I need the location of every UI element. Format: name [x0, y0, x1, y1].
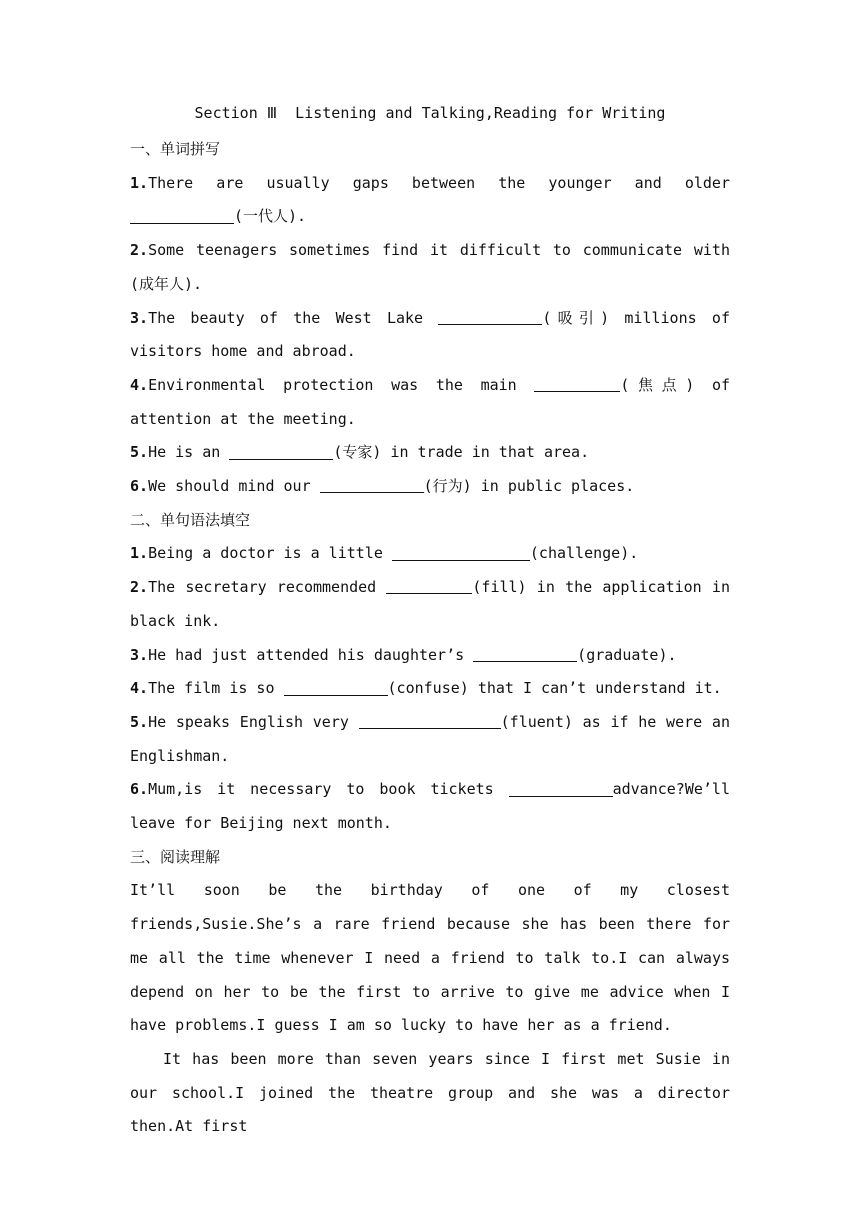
worksheet-content: [130, 133, 730, 1144]
item-text: He had just attended his daughter’s: [148, 645, 474, 664]
item-text: (专家) in trade in that area.: [333, 443, 590, 462]
item-text: advance?We’ll leave for Beijing next month.: [130, 780, 730, 833]
item-number: 2.: [130, 241, 149, 260]
answer-blank[interactable]: [229, 443, 333, 460]
answer-blank[interactable]: [359, 712, 501, 729]
item-number: 6.: [130, 780, 149, 799]
answer-blank[interactable]: [473, 645, 577, 662]
answer-blank[interactable]: [284, 679, 388, 696]
section-heading-spelling: 一、单词拼写: [130, 140, 221, 158]
list-item: [130, 773, 730, 840]
list-item: [130, 234, 730, 301]
item-text: The film is so: [148, 679, 284, 698]
item-number: 4.: [130, 375, 149, 394]
answer-blank[interactable]: [386, 578, 472, 595]
item-text: There are usually gaps between the younger and older: [148, 173, 730, 192]
item-text: (confuse) that I can’t understand it.: [387, 679, 722, 698]
answer-blank[interactable]: [509, 780, 613, 797]
item-number: 4.: [130, 679, 149, 698]
item-text: (行为) in public places.: [423, 477, 635, 496]
list-item: [130, 571, 730, 638]
list-item: [130, 639, 730, 673]
item-number: 6.: [130, 477, 149, 496]
item-text: (一代人).: [234, 207, 307, 226]
list-item: [130, 167, 730, 234]
list-item: [130, 302, 730, 369]
answer-blank[interactable]: [392, 544, 530, 561]
item-text: (fill) in the application in black ink.: [130, 578, 730, 630]
item-text: He speaks English very: [148, 712, 359, 731]
list-item: [130, 706, 730, 773]
list-item: [130, 436, 730, 470]
item-text: (challenge).: [529, 544, 639, 563]
section-heading-grammar: 二、单句语法填空: [130, 510, 251, 529]
answer-blank[interactable]: [130, 207, 234, 224]
item-number: 2.: [130, 578, 149, 597]
item-text: Mum,is it necessary to book tickets: [148, 780, 509, 799]
item-number: 1.: [130, 173, 149, 192]
section-heading-reading: 三、阅读理解: [130, 847, 221, 866]
item-text: The beauty of the West Lake: [148, 308, 439, 327]
item-text: (fluent) as if he were an Englishman.: [130, 712, 730, 765]
answer-blank[interactable]: [534, 375, 620, 392]
item-number: 5.: [130, 712, 149, 731]
reading-paragraph: It has been more than seven years since I first met Susie in our school.I joined the theatre group and she was a director then.At first: [130, 1049, 730, 1136]
item-number: 1.: [130, 544, 149, 563]
list-item: [130, 672, 730, 706]
item-text: Some teenagers sometimes find it difficult to communicate with (成年人).: [130, 241, 730, 293]
answer-blank[interactable]: [438, 308, 542, 325]
answer-blank[interactable]: [320, 477, 424, 494]
reading-paragraph: It’ll soon be the birthday of one of my closest friends,Susie.She’s a rare friend because she has been there for me all the time whenever I need a friend to talk to.I can always depend on her to be the first to arrive to give me advice when I have problems.I guess I am so lucky to have her as a friend.: [130, 881, 730, 1035]
item-text: He is an: [148, 443, 230, 462]
item-number: 5.: [130, 443, 149, 462]
item-text: The secretary recommended: [148, 578, 387, 597]
item-text: We should mind our: [148, 477, 320, 496]
item-number: 3.: [130, 645, 149, 664]
page-title: Section Ⅲ Listening and Talking,Reading for Writing: [194, 104, 666, 122]
list-item: [130, 369, 730, 436]
item-text: Environmental protection was the main: [148, 375, 535, 394]
item-text: (吸引) millions of visitors home and abroad.: [130, 308, 730, 361]
item-text: (焦点) of attention at the meeting.: [130, 375, 731, 428]
item-text: Being a doctor is a little: [148, 544, 392, 563]
list-item: [130, 470, 730, 504]
list-item: [130, 537, 730, 571]
item-number: 3.: [130, 308, 149, 327]
item-text: (graduate).: [577, 645, 677, 664]
